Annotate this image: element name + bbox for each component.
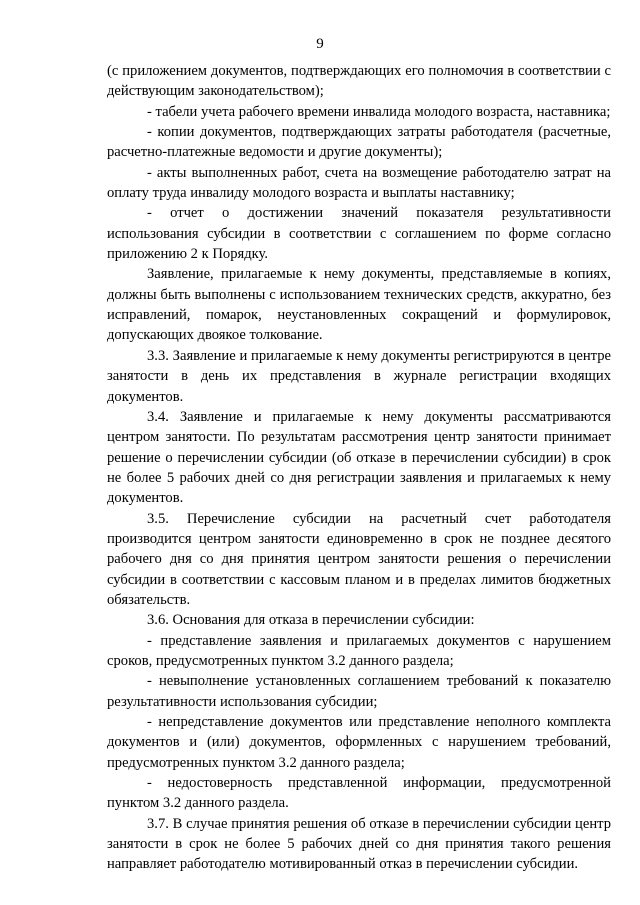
paragraph: - невыполнение установленных соглашением требований к показателю результативности использования субсидии; [107,673,611,710]
page-number: 9 [316,36,324,52]
paragraph: 3.7. В случае принятия решения об отказе в перечислении субсидии центр занятости в срок не более 5 рабочих дней со дня принятия такого решения направляет работодателю мотивированный отказ в перечислении субсидии. [107,815,611,873]
paragraph: - представление заявления и прилагаемых документов с нарушением сроков, предусмотренных пунктом 3.2 данного раздела; [107,632,611,669]
paragraph: - табели учета рабочего времени инвалида молодого возраста, наставника; [147,103,611,120]
paragraph: - акты выполненных работ, счета на возмещение работодателю затрат на оплату труда инвалиду молодого возраста и выплаты наставнику; [107,164,611,202]
paragraph: 3.3. Заявление и прилагаемые к нему документы регистрируются в центре занятости в день их представления в журнале регистрации входящих документов. [107,347,611,405]
paragraph: 3.5. Перечисление субсидии на расчетный счет работодателя производится центром занятости единовременно в срок не позднее десятого рабочего дня со дня принятия центром занятости решения о перечислении субсидии в соответствии с кассовым планом и в пределах лимитов бюджетных обязательств. [107,510,611,608]
paragraph: - непредставление документов или представление неполного комплекта документов и (или) документов, оформленных с нарушением требований, предусмотренных пунктом 3.2 данного раздела; [107,714,611,771]
paragraph: - недостоверность представленной информации, предусмотренной пунктом 3.2 данного раздела. [107,775,611,812]
paragraph: (с приложением документов, подтверждающих его полномочия в соответствии с действующим законодательством); [107,63,611,100]
paragraph: - отчет о достижении значений показателя результативности использования субсидии в соответствии с соглашением по форме согласно приложению 2 к Порядку. [107,205,611,263]
paragraph: - копии документов, подтверждающих затраты работодателя (расчетные, расчетно-платежные ведомости и другие документы); [107,124,611,161]
document-body [107,61,611,875]
paragraph: Заявление, прилагаемые к нему документы, представляемые в копиях, должны быть выполнены с использованием технических средств, аккуратно, без исправлений, помарок, неустановленных сокращений и формулировок, допускающих двоякое толкование. [107,266,611,344]
paragraph: 3.6. Основания для отказа в перечислении субсидии: [147,612,475,629]
paragraph: 3.4. Заявление и прилагаемые к нему документы рассматриваются центром занятости. По результатам рассмотрения центр занятости принимает решение о перечислении субсидии (об отказе в перечислении субсидии) в срок не более 5 рабочих дней со дня регистрации заявления и прилагаемых к нему документов. [107,408,611,507]
